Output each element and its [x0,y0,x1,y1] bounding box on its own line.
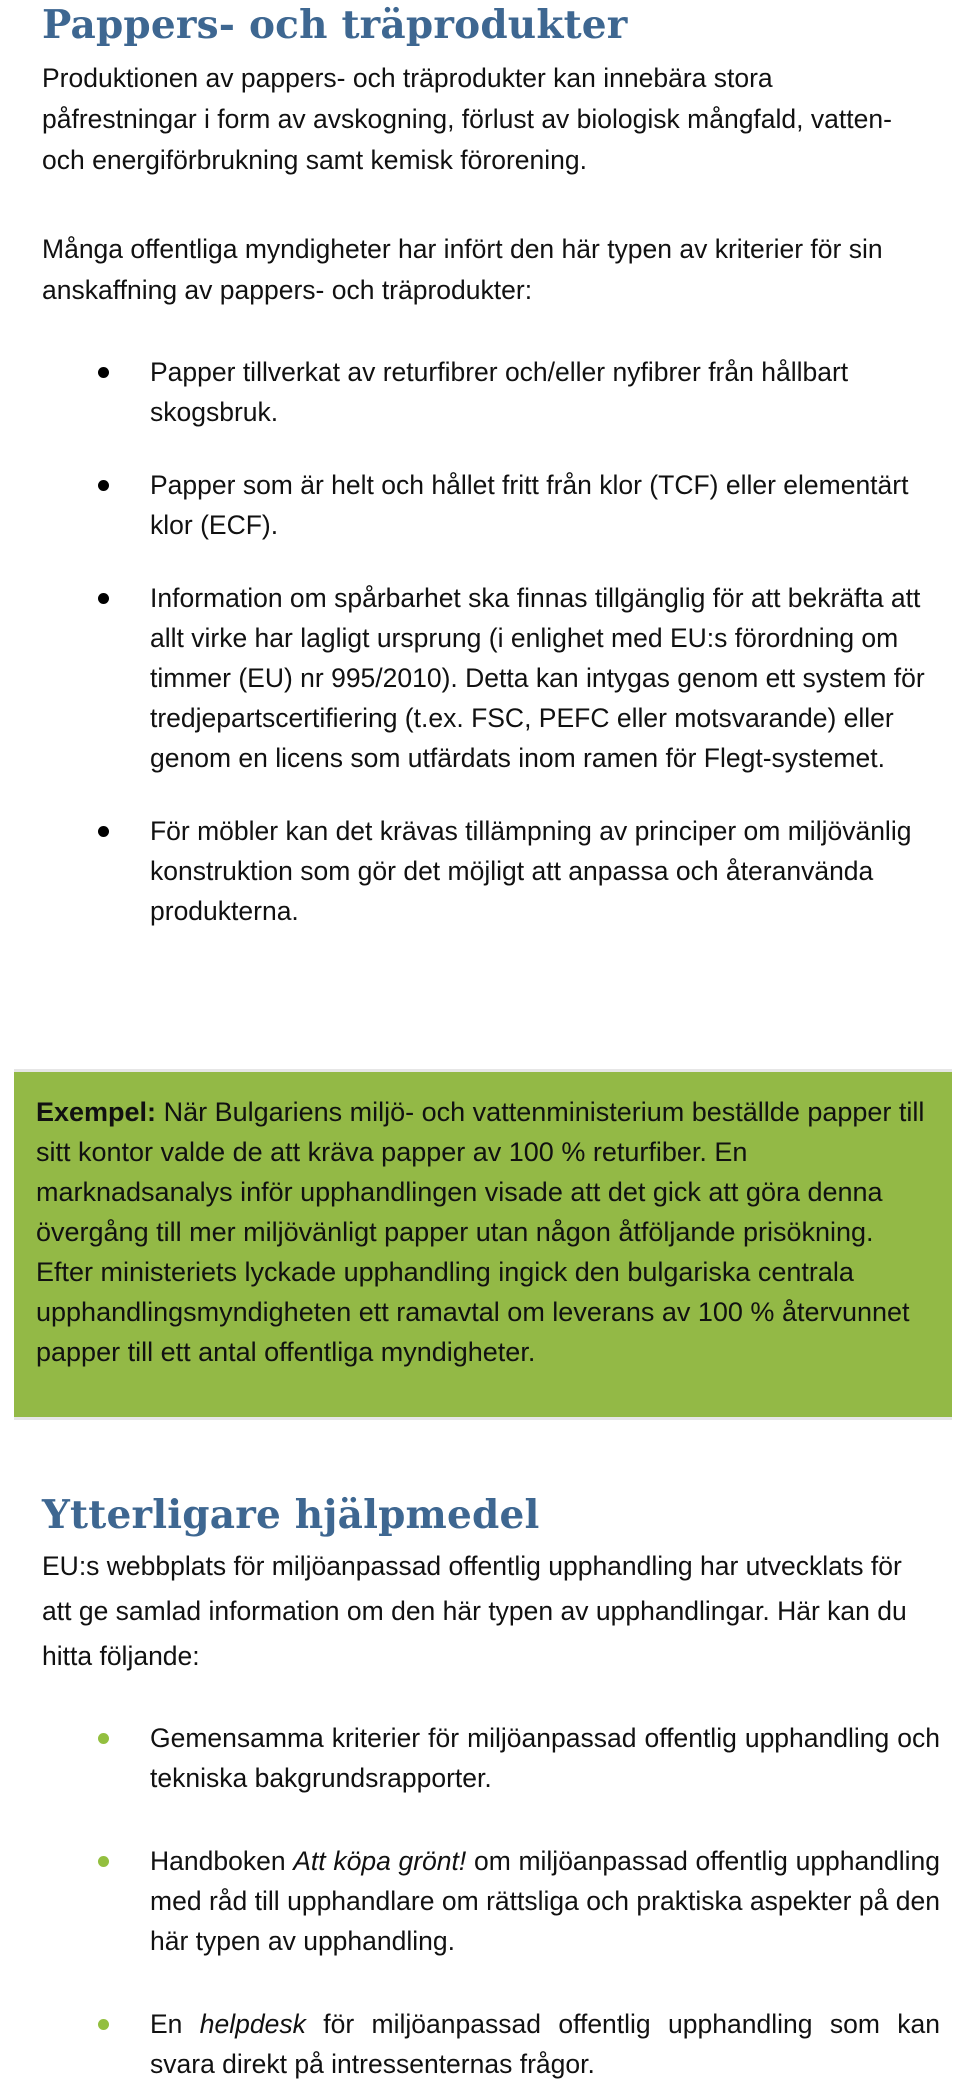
list-item [0,811,940,931]
list-item [0,1841,940,1961]
bullet-icon [98,1856,109,1867]
bullet-icon [98,826,109,837]
handbook-title: Att köpa grönt! [293,1846,467,1876]
section2-intro-paragraph: EU:s webbplats för miljöanpassad offentlig upphandling har utvecklats för att ge samlad information om den här typen av upphandlingar. Här kan du hitta följande: [42,1551,907,1671]
bullet-icon [98,593,109,604]
example-label: Exempel: [36,1097,157,1127]
section1-intro-paragraph: Produktionen av pappers- och träprodukter kan innebära stora påfrestningar i form av avskogning, förlust av biologisk mångfald, vatten- och energiförbrukning samt kemisk förorening. [42,63,892,175]
bullet-icon [98,480,109,491]
section-title-paper-wood: Pappers- och träprodukter [42,2,628,48]
list-item [0,465,940,545]
bullet-icon [98,367,109,378]
bullet-icon [98,1733,109,1744]
list-item [0,352,940,432]
list-item-text: Gemensamma kriterier för miljöanpassad offentlig upphandling och tekniska bakgrundsrapporter. [150,1723,940,1793]
list-item [0,1718,940,1798]
list-item-text-start: Handboken [150,1846,294,1876]
tools-list [0,1718,960,2084]
list-item-text-end: om miljöanpassad offentlig upphandling med råd till upphandlare om rättsliga och praktiska aspekter på den här typen av upphandling. [150,1846,940,1956]
list-item-text: För möbler kan det krävas tillämpning av principer om miljövänlig konstruktion som gör det möjligt att anpassa och återanvända produkterna. [150,816,912,926]
example-box-background [14,1069,952,1420]
list-item-text: Papper tillverkat av returfibrer och/eller nyfibrer från hållbart skogsbruk. [150,357,849,427]
list-item-text: Papper som är helt och hållet fritt från klor (TCF) eller elementärt klor (ECF). [150,470,909,540]
bullet-icon [98,2019,109,2030]
list-item [0,2004,940,2084]
example-text [36,1092,936,1372]
example-body: När Bulgariens miljö- och vattenministerium beställde papper till sitt kontor valde de att kräva papper av 100 % returfiber. En marknadsanalys inför upphandlingen visade att det gick att göra denna övergång till mer miljövänligt papper utan någon åtföljande prisökning. Efter ministeriets lyckade upphandling ingick den bulgariska centrala upphandlingsmyndigheten ett ramavtal om leverans av 100 % återvunnet papper till ett antal offentliga myndigheter. [36,1097,925,1367]
section-title-additional-tools: Ytterligare hjälpmedel [42,1492,540,1538]
section1-lead-paragraph: Många offentliga myndigheter har infört den här typen av kriterier för sin anskaffning av pappers- och träprodukter: [42,234,883,305]
helpdesk-term: helpdesk [199,2009,306,2039]
list-item-text-end: för miljöanpassad offentlig upphandling som kan svara direkt på intressenternas frågor. [150,2009,941,2079]
list-item-text-start: En [150,2009,200,2039]
criteria-list [0,352,960,931]
example-box [0,1061,960,1425]
list-item-text: Information om spårbarhet ska finnas tillgänglig för att bekräfta att allt virke har lagligt ursprung (i enlighet med EU:s förordning om timmer (EU) nr 995/2010). Detta kan intygas genom ett system för tredjepartscertifiering (t.ex. FSC, PEFC eller motsvarande) eller genom en licens som utfärdats inom ramen för Flegt-systemet. [150,583,925,773]
list-item [0,578,940,778]
